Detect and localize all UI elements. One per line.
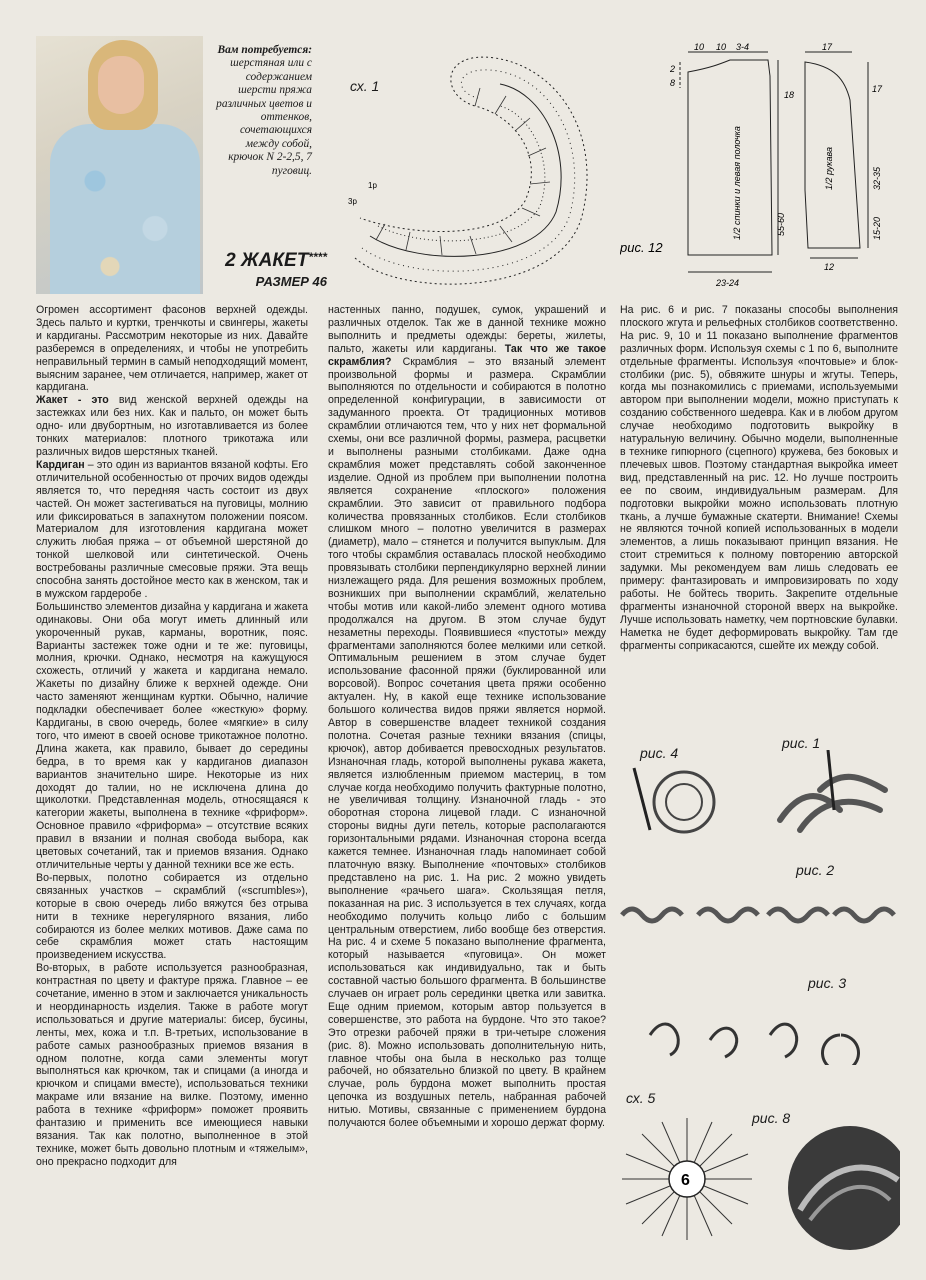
col2-p1: настенных панно, подушек, сумок, украшений и различных отделок. Так же в данной технике можно выполнить и предметы одежды: береты, жилеты, пальто, жакеты или кардиганы. Так что же такое скрамблия? Скрамблия – это вязаный элемент произвольной формы и размера. Скрамблии выполняются по отдельности и собираются в полотно определенной конфигурации, в зависимости от задуманного проекта. От традиционных мотивов скрамблии отличаются тем, что у них нет формальной схемы, они все различной формы, размера, расцветки и выполнены разными столбиками. Даже одна скрамблия может представлять собой законченное изделие. Одной из проблем при выполнении полотна является сохранение «плоского» положения скрамблии. Это зависит от правильного подбора количества провязанных столбиков. Если столбиков слишком много – полотно увеличится в размерах (диаметр), мало – стянется и получится выпуклым. Для того чтобы скрамблия оставалась плоской необходимо провязывать столбики перпендикулярно верхней линии низлежащего ряда. Для решения возможных проблем, возникших при выполнении скрамблий, желательно чтобы мотив или какой-либо элемент одного мотива продолжался на другом. В этом случае будут незаметны переходы. Появившиеся «пустоты» между фрагментами заполняются более мелкими или сеткой. Оптимальным решением в этом случае будет использование фасонной пряжи (буклированной или ворсовой). Вопрос сочетания цвета пряжи особенно актуален. Ну, в какой еще технике использование большого количества видов пряжи является нормой. Автор в совершенстве владеет техникой создания полотна. Сочетая разные техники вязания (спицы, крючок), автор добивается превосходных результатов. Изнаночная гладь, которой выполнены рукава жакета, является излюбленным приемом мастериц, в том случае когда необходимо получить фактурные полотно, не увеличивая толщину. Изнаночной гладь - это оборотная сторона лицевой глади. С изнаночной стороны видны дуги петель, которые располагаются горизонтальными рядами. Изнаночная сторона всегда кажется темнее. Изнаночная гладь напоминает собой платочную вязку. Выполнение «почтовых» столбиков представлено на рис. 1. На рис. 2 можно увидеть выполнение «рачьего шага». Скользящая петля, показанная на рис. 3 используется в тех случаях, когда необходимо получить кольцо либо с большим центральным отверстием, либо вообще без отверстия. На рис. 4 и схеме 5 показано выполнение фрагмента, который называется «пуговица». Он может использоваться как индивидуально, так и быть составной частью большого фрагмента. В большинстве случаев он играет роль серединки цветка или завитка. Еще одним приемом, которым автор пользуется в совершенстве, это работа на бурдоне. Что это такое? Это отрезки рабочей пряжи в три-четыре сложения (рис. 8). Можно использовать дополнительную нить, главное чтобы она была в несколько раз толще рабочей, но обязательно близкой по цвету. В крайнем случае, роль бурдона может выполнить простая цепочка из воздушных петель, набранная рабочей нитью. Мотивы, связанные с применением бурдона получаются более объемными и хорошо держат форму. bbox=[328, 304, 606, 1130]
figure-1 bbox=[760, 750, 900, 850]
dim-3-4: 3-4 bbox=[736, 42, 750, 52]
text-column-2 bbox=[328, 304, 606, 1130]
dim-12: 12 bbox=[824, 262, 835, 272]
col1-p5: Во-первых, полотно собирается из отдельно связанных участков – скрамблий («scrumbles»), которые в свою очередь либо вяжутся без отрыва нити в технике нерегулярного вязания, либо собираются из более мелких мотивов. Даже сама по себе скрамблия может стать настоящим произведением искусства. bbox=[36, 871, 308, 962]
scheme-1-spiral bbox=[330, 36, 620, 301]
col3-p1: На рис. 6 и рис. 7 показаны способы выполнения плоского жгута и рельефных столбиков соответственно. На рис. 9, 10 и 11 показано выполнение фрагментов различных форм. Используя схемы с 1 по 6, выполните отдельные фрагменты. Используя «почтовые» и блок-столбики (рис. 5), обвяжите шнуры и жгуты. Теперь, когда мы познакомились с приемами, используемыми автором при выполнении модели, можно приступать к созданию собственного шедевра. Как и в любом другом случае необходимо подготовить выкройку в натуральную величину. Обычно модели, выполненные в технике гипюрного (сцепного) кружева, без боковых и плечевых швов. Поэтому стандартная выкройка имеет вид, представленный на рис. 12. Но лучше построить ее по своим, индивидуальным размерам. Для подготовки выкройки можно использовать плотную ткань, а лучше бумажные скатерти. Внимание! Схемы не являются точной копией использованных в модели элементов, а лишь показывают принцип вязания. Не стоит стремиться к полному повторению авторской задумки. Мы рекомендуем вам лишь следовать ее примеру: фантазировать и импровизировать по ходу работы. Не бойтесь творить. Закрепите отдельные фрагменты изнаночной стороной вверх на выкройке. Лучше использовать наметку, чем портновские булавки. Наметка не будет деформировать выкройку. Там где фрагменты соприкасаются, сшейте их между собой. bbox=[620, 304, 898, 652]
dim-2: 2 bbox=[670, 64, 676, 74]
figure-2-label: рис. 2 bbox=[796, 862, 835, 878]
model-title: 2 ЖАКЕТ bbox=[225, 250, 309, 271]
model-stars: **** bbox=[308, 250, 327, 264]
dim-55-60: 55-60 bbox=[776, 212, 786, 236]
jacket-illustration bbox=[50, 124, 200, 294]
figure-4 bbox=[622, 760, 732, 840]
scheme-5-label: сх. 5 bbox=[626, 1090, 656, 1106]
scheme-5 bbox=[612, 1108, 762, 1250]
figure-12-label: рис. 12 bbox=[620, 240, 663, 255]
dim-10b: 10 bbox=[716, 42, 727, 52]
sleeve-label: 1/2 рукава bbox=[824, 147, 834, 190]
figure-8-label: рис. 8 bbox=[752, 1110, 791, 1126]
figure-3-label: рис. 3 bbox=[808, 975, 847, 991]
materials-title: Вам потребуется: bbox=[217, 44, 312, 56]
dim-18: 18 bbox=[784, 90, 795, 100]
col1-p2: Жакет - это вид женской верхней одежды на застежках или без них. Как и пальто, он может быть одно- или двубортным, но изготавливается из более тонких материалов: плотного трикотажа или различных видов шерстяных тканей. bbox=[36, 394, 309, 458]
materials-block bbox=[208, 44, 312, 178]
figure-4-label: рис. 4 bbox=[640, 745, 679, 761]
dim-8: 8 bbox=[670, 78, 676, 88]
col1-p1: Огромен ассортимент фасонов верхней одежды. Здесь пальто и куртки, тренчкоты и свингеры, жакеты и кардиганы. Рассмотрим некоторые из них. Давайте разберемся в определениях, и чтобы не употребить неправильный термин в самый неподходящий момент, выясним заранее, чем отличается, например, жакет от кардигана. bbox=[36, 304, 308, 394]
face-illustration bbox=[98, 56, 144, 114]
scheme-1-row-3: 3р bbox=[348, 197, 357, 206]
scheme-1-label: сх. 1 bbox=[350, 78, 380, 94]
model-size: РАЗМЕР 46 bbox=[255, 274, 327, 289]
text-column-3 bbox=[620, 304, 898, 652]
dim-32-35: 32-35 bbox=[872, 166, 882, 190]
figure-2 bbox=[618, 885, 900, 933]
dim-15-20: 15-20 bbox=[872, 216, 882, 240]
col1-p6: Во-вторых, в работе используется разнообразная, контрастная по цвету и фактуре пряжа. Главное – ее сочетание, именно в этом и заключается уникальность и неординарность изделия. Также в работе могут использоваться и другие материалы: бисер, бусины, ленты, мех, кожа и т.п. В-третьих, использование в работе самых разнообразных приемов вязания в одном полотне, когда сами элементы могут выполняться как крючком, так и спицами (а иногда и крючком и спицами вместе), использоваться техники макраме или вязание на вилке. Поэтому, именно работа в технике «фриформ» поможет проявить фантазию и применить все имеющиеся навыки вязания. Так как полотно, выполненное в этой технике, может быть довольно плотным и «тяжелым», оно прекрасно подходит для bbox=[36, 962, 308, 1168]
figure-1-label: рис. 1 bbox=[782, 735, 821, 751]
figure-8 bbox=[780, 1120, 900, 1250]
model-photo bbox=[36, 36, 203, 294]
text-column-1 bbox=[36, 304, 308, 1169]
col1-p4: Большинство элементов дизайна у кардигана и жакета одинаковы. Они оба могут иметь длинный или укороченный рукав, карманы, воротник, пояс. Варианты застежек тоже одни и те же: пуговицы, молния, крючки. Однако, несмотря на кажущуюся схожесть, отличий у жакета и кардигана немало. Жакеты по дизайну ближе к верхней одежде. Они часто заменяют женщинам куртки. Обычно, наличие подкладки обеспечивает более «жесткую» форму. Кардиганы, в свою очередь, более «мягкие» в силу того, что имеют в своей основе трикотажное полотно. Длина жакета, как правило, бывает до середины бедра, в то время как у кардиганов диапазон вариантов значительно шире. Некоторые из них доходят до талии, но не исключена длина до щиколотки. Представленная модель, относящаяся к категории жакеты, выполнена в технике «фриформ». Основное правило «фриформа» – отсутствие всяких правил в вязании и полная свобода выбора, как цветовых сочетаний, так и приемов вязания. Однако отличительные черты у данной техники все же есть. bbox=[36, 600, 308, 871]
figure-3 bbox=[640, 985, 880, 1065]
model-badge bbox=[199, 250, 327, 289]
materials-text: шерстяная или с содержанием шерсти пряжа различных цветов и оттенков, сочетающихся между собой, крючок N 2-2,5, 7 пуговиц. bbox=[216, 57, 312, 177]
col1-p3: Кардиган – это один из вариантов вязаной кофты. Его отличительной особенностью от прочих видов одежды является то, что передняя часть состоит из двух частей. Он может застегиваться на пуговицы, молнию или фиксироваться в запахнутом положении поясом. Материалом для изготовления кардигана может служить любая пряжа – от объемной шерстяной до тонкой шелковой или синтетической. Очень востребованы различные смесовые пряжи. Эта вещь способна занять достойное место как в женском, так и в мужском гардеробе . bbox=[36, 458, 308, 600]
dim-17-side: 17 bbox=[872, 84, 883, 94]
scheme-1-row-1: 1р bbox=[368, 181, 377, 190]
pattern-figure-12 bbox=[620, 40, 900, 305]
dim-10a: 10 bbox=[694, 42, 705, 52]
body-label: 1/2 спинки и левая полочка bbox=[732, 126, 742, 240]
dim-17-top: 17 bbox=[822, 42, 833, 52]
scheme-5-center: 6 bbox=[681, 1172, 690, 1189]
dim-23-24: 23-24 bbox=[716, 278, 740, 288]
